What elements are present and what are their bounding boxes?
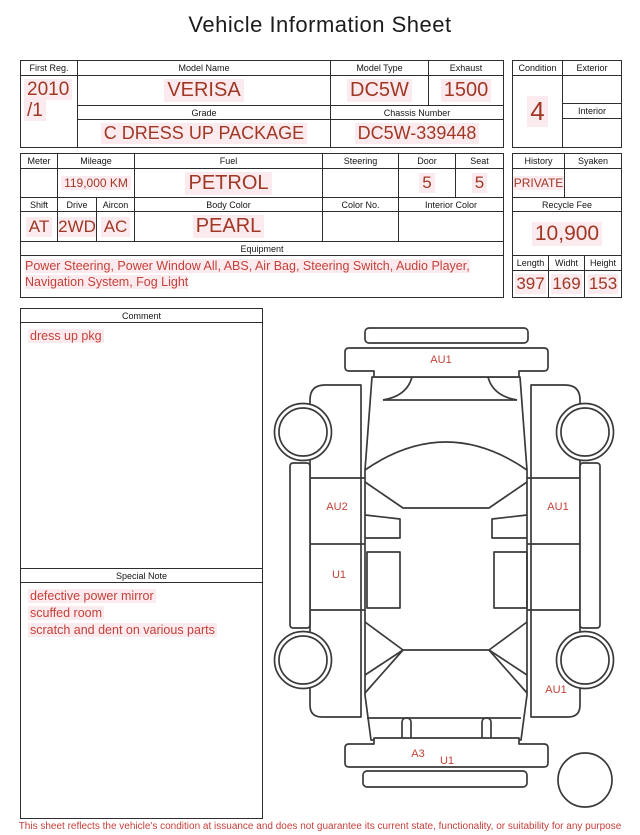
door-value: 5 xyxy=(399,169,456,198)
meter-header: Meter xyxy=(21,154,58,169)
right-rocker-strip xyxy=(580,463,600,628)
first-reg-year: 2010 xyxy=(24,79,72,100)
fuel-value: PETROL xyxy=(135,169,323,198)
comment-box xyxy=(20,308,263,819)
footer-disclaimer: This sheet reflects the vehicle's condition at issuance and does not guarantee its current state, functionality, or suitability for any purpose xyxy=(18,821,622,832)
annotation-rear-bumper-u1: U1 xyxy=(439,755,455,767)
recycle-fee-header: Recycle Fee xyxy=(513,198,621,212)
rear-strip xyxy=(363,771,527,787)
drive-value: 2WD xyxy=(58,212,97,242)
spare-wheel xyxy=(558,753,612,807)
special-note-header: Special Note xyxy=(21,568,262,583)
special-note-line: scuffed room xyxy=(30,605,103,620)
special-note-line: scratch and dent on various parts xyxy=(30,622,215,637)
steering-value xyxy=(323,169,399,198)
syaken-value xyxy=(565,169,621,198)
right-rear-wheel xyxy=(557,632,614,689)
history-header: History xyxy=(513,154,565,169)
special-note-line: defective power mirror xyxy=(30,589,154,603)
page-title: Vehicle Information Sheet xyxy=(188,12,452,37)
interior-header: Interior xyxy=(563,104,621,119)
interior-value xyxy=(563,119,621,147)
comment-text: dress up pkg xyxy=(30,329,102,343)
annotation-left-front-door: AU2 xyxy=(326,501,348,513)
recycle-fee-value: 10,900 xyxy=(513,212,621,256)
annotation-front-bumper: AU1 xyxy=(430,354,452,366)
vehicle-identity-table xyxy=(20,60,504,148)
model-type-value: DC5W xyxy=(331,76,429,106)
width-header: Widht xyxy=(549,256,585,271)
left-rocker-strip xyxy=(290,463,310,628)
annotation-left-rear-door: U1 xyxy=(331,569,347,581)
car-diagram-svg xyxy=(268,312,640,814)
condition-header: Condition xyxy=(513,61,563,76)
length-value: 397 xyxy=(513,271,549,297)
exhaust-header: Exhaust xyxy=(429,61,503,76)
meter-value xyxy=(21,169,58,198)
equipment-header: Equipment xyxy=(21,242,503,256)
first-reg-value xyxy=(21,76,78,147)
aircon-header: Aircon xyxy=(97,198,135,212)
model-type-header: Model Type xyxy=(331,61,429,76)
door-header: Door xyxy=(399,154,456,169)
first-reg-header: First Reg. xyxy=(21,61,78,76)
left-rear-wheel xyxy=(275,632,332,689)
right-front-wheel xyxy=(557,404,614,461)
front-strip xyxy=(365,328,528,343)
width-value: 169 xyxy=(549,271,585,297)
model-name-value: VERISA xyxy=(78,76,331,106)
interior-color-header: Interior Color xyxy=(399,198,503,212)
exhaust-value: 1500 xyxy=(429,76,503,106)
steering-header: Steering xyxy=(323,154,399,169)
left-front-wheel xyxy=(275,404,332,461)
color-no-value xyxy=(323,212,399,242)
condition-panel xyxy=(512,60,622,148)
drive-header: Drive xyxy=(58,198,97,212)
grade-header: Grade xyxy=(78,106,331,120)
mileage-value: 119,000 KM xyxy=(58,169,135,198)
fuel-header: Fuel xyxy=(135,154,323,169)
annotation-right-front-door: AU1 xyxy=(547,501,569,513)
height-value: 153 xyxy=(588,274,618,293)
car-body-top-view xyxy=(365,377,527,740)
body-color-header: Body Color xyxy=(135,198,323,212)
annotation-right-rear-quarter: AU1 xyxy=(545,684,567,696)
condition-value: 4 xyxy=(513,76,563,147)
height-header: Height xyxy=(585,256,621,271)
color-no-header: Color No. xyxy=(323,198,399,212)
body-color-value: PEARL xyxy=(135,212,323,242)
first-reg-month: /1 xyxy=(24,100,46,121)
equipment-value: Power Steering, Power Window All, ABS, Air Bag, Steering Switch, Audio Player, Navigation System, Fog Light xyxy=(25,259,470,290)
chassis-number-header: Chassis Number xyxy=(331,106,503,120)
exterior-value xyxy=(563,76,621,104)
seat-header: Seat xyxy=(456,154,503,169)
shift-value: AT xyxy=(21,212,58,242)
spec-table xyxy=(20,153,504,298)
aircon-value: AC xyxy=(97,212,135,242)
length-header: Length xyxy=(513,256,549,271)
interior-color-value xyxy=(399,212,503,242)
chassis-number-value: DC5W-339448 xyxy=(331,120,503,147)
mileage-header: Mileage xyxy=(58,154,135,169)
history-value: PRIVATE xyxy=(513,169,565,198)
exterior-header: Exterior xyxy=(563,61,621,76)
car-damage-diagram xyxy=(268,312,640,814)
model-name-header: Model Name xyxy=(78,61,331,76)
comment-header: Comment xyxy=(21,309,262,323)
syaken-header: Syaken xyxy=(565,154,621,169)
shift-header: Shift xyxy=(21,198,58,212)
seat-value: 5 xyxy=(456,169,503,198)
annotation-rear-bumper-a3: A3 xyxy=(411,748,425,760)
grade-value: C DRESS UP PACKAGE xyxy=(78,120,331,147)
history-panel xyxy=(512,153,622,298)
special-note-text xyxy=(21,583,262,818)
